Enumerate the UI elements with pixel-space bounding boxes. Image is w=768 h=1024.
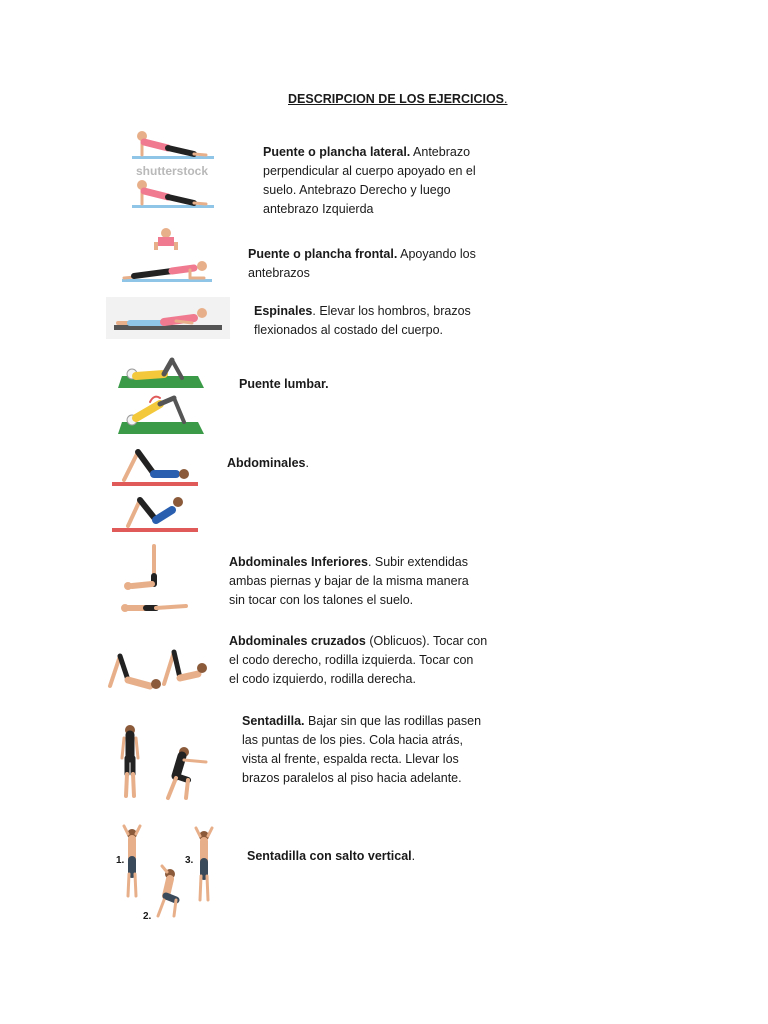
exercise-name: Sentadilla. (242, 714, 305, 728)
jump-squat-figure (112, 824, 222, 926)
exercise-crunch-description: Abdominales. (227, 456, 309, 470)
exercise-name: Puente o plancha lateral. (263, 145, 411, 159)
exercise-oblique-description: Abdominales cruzados (Oblicuos). Tocar con el codo derecho, rodilla izquierda. Tocar con el codo izquierdo, rodilla derecha. (229, 634, 488, 686)
exercise-name: Sentadilla con salto vertical (247, 849, 412, 863)
exercise-name: Puente o plancha frontal. (248, 247, 398, 261)
exercise-name: Abdominales cruzados (229, 634, 366, 648)
exercise-front-plank-description: Puente o plancha frontal. Apoyando los antebrazos (248, 247, 476, 280)
glute-bridge-figure (114, 350, 208, 438)
svg-text:shutterstock: shutterstock (136, 164, 209, 178)
exercise-name: Puente lumbar. (239, 377, 329, 391)
back-extension-figure (106, 297, 230, 339)
page-title: DESCRIPCION DE LOS EJERCICIOS. (288, 92, 508, 106)
exercise-lower-abs-description: Abdominales Inferiores. Subir extendidas ambas piernas y bajar de la misma manera sin tocar con los talones el suelo. (229, 555, 469, 607)
step-label-3: 3. (185, 855, 194, 866)
squat-figure (112, 722, 208, 806)
oblique-crunch-figure (106, 646, 210, 694)
exercise-name: Abdominales (227, 456, 306, 470)
front-plank-figure (116, 224, 216, 286)
exercise-squat-description: Sentadilla. Bajar sin que las rodillas pasen las puntas de los pies. Cola hacia atrás, vista al frente, espalda recta. Llevar los brazos paralelos al piso hacia adelante. (242, 714, 482, 785)
step-label-2: 2. (143, 911, 152, 922)
step-label-1: 1. (116, 855, 125, 866)
exercise-spinal-description: Espinales. Elevar los hombros, brazos flexionados al costado del cuerpo. (254, 304, 471, 337)
exercise-side-plank-description: Puente o plancha lateral. Antebrazo perpendicular al cuerpo apoyado en el suelo. Antebrazo Derecho y luego antebrazo Izquierda (263, 145, 476, 216)
exercise-name: Espinales (254, 304, 313, 318)
leg-raise-figure (116, 542, 192, 618)
exercise-lumbar-bridge-description (239, 375, 329, 394)
crunch-figure (110, 444, 200, 534)
exercise-jump-squat-description: Sentadilla con salto vertical. (247, 849, 416, 863)
side-plank-figure (108, 120, 236, 212)
exercise-name: Abdominales Inferiores (229, 555, 368, 569)
